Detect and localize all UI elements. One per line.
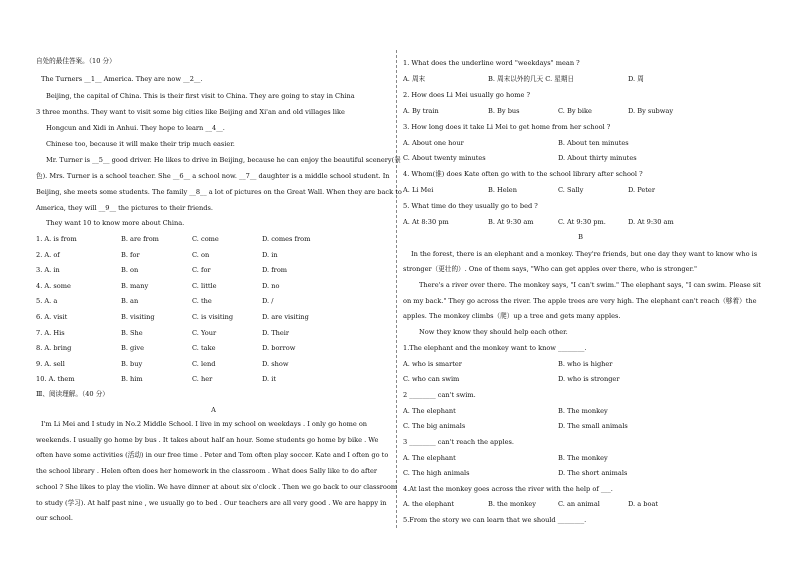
option[interactable]: B. At 9:30 am <box>488 218 534 226</box>
passage-line: to study (学习). At half past nine , we usually go to bed . Our teachers are all very good . We are happy in <box>36 499 387 507</box>
option[interactable]: B. By bus <box>488 107 520 115</box>
option[interactable]: D. in <box>262 251 278 259</box>
passage-line: Mr. Turner is __5__ good driver. He likes to drive in Beijing, because he can enjoy the beautiful scenery(景 <box>46 156 401 164</box>
option[interactable]: B. The monkey <box>558 454 608 462</box>
option[interactable]: C. is visiting <box>192 313 234 321</box>
option[interactable]: C. About twenty minutes <box>403 154 486 162</box>
section-header: 自处的最佳答案。（10 分） <box>36 57 116 65</box>
option[interactable]: D. no <box>262 282 280 290</box>
option[interactable]: 4. A. some <box>36 282 71 290</box>
option[interactable]: C. At 9:30 pm. <box>558 218 606 226</box>
option[interactable]: B. who is higher <box>558 360 613 368</box>
option[interactable]: C. take <box>192 344 216 352</box>
option[interactable]: 3. A. in <box>36 266 60 274</box>
passage-line: America, they will __9__ the pictures to their friends. <box>36 204 213 212</box>
option[interactable]: A. the elephant <box>403 500 455 508</box>
question: 4.At last the monkey goes across the river with the help of ___. <box>403 485 613 493</box>
option[interactable]: 7. A. His <box>36 329 65 337</box>
option[interactable]: B. Helen <box>488 186 517 194</box>
option[interactable]: D. from <box>262 266 288 274</box>
passage-line: often have some activities (活动) in our free time . Peter and Tom often play soccer. Kate and I often go to <box>36 451 389 459</box>
option[interactable]: B. the monkey <box>488 500 537 508</box>
option[interactable]: D. who is stronger <box>558 375 620 383</box>
passage-line: 色). Mrs. Turner is a school teacher. She __6__ a school now. __7__ daughter is a middle school student. In <box>36 172 390 180</box>
option[interactable]: D. 周 <box>628 75 644 83</box>
passage-line: The Turners __1__ America. They are now __2__. <box>41 75 203 83</box>
option[interactable]: 5. A. a <box>36 297 58 305</box>
option[interactable]: D. At 9:30 am <box>628 218 674 226</box>
option[interactable]: B. are from <box>121 235 159 243</box>
passage-heading: A <box>211 406 216 414</box>
passage-line: the school library . Helen often does her homework in the classroom . What does Sally like to do after <box>36 467 378 475</box>
section-header: Ⅲ、阅读理解。（40 分） <box>36 390 109 398</box>
passage-heading: B <box>578 233 583 241</box>
passage-line: They want 10 to know more about China. <box>46 219 185 227</box>
right-column <box>403 0 761 561</box>
option[interactable]: C. the <box>192 297 212 305</box>
passage-line: stronger（更壮的）. One of them says, "Who can get apples over there, who is stronger." <box>403 265 698 273</box>
passage-line: apples. The monkey climbs（爬）up a tree and gets many apples. <box>403 312 621 320</box>
passage-line: Beijing, the capital of China. This is their first visit to China. They are going to stay in China <box>46 92 355 100</box>
option[interactable]: C. who can swim <box>403 375 460 383</box>
column-divider <box>396 50 397 528</box>
option[interactable]: 6. A. visit <box>36 313 68 321</box>
option[interactable]: D. show <box>262 360 289 368</box>
option[interactable]: 10. A. them <box>36 375 75 383</box>
option[interactable]: C. little <box>192 282 217 290</box>
question: 2. How does Li Mei usually go home ? <box>403 91 530 99</box>
option[interactable]: B. She <box>121 329 143 337</box>
option[interactable]: D. a boat <box>628 500 659 508</box>
option[interactable]: D. borrow <box>262 344 296 352</box>
question: 1.The elephant and the monkey want to know ________. <box>403 344 587 352</box>
option[interactable]: 9. A. sell <box>36 360 65 368</box>
option[interactable]: D. / <box>262 297 274 305</box>
passage-line: There's a river over there. The monkey says, "I can't swim." The elephant says, "I can swim. Please sit <box>419 281 761 289</box>
passage-line: Hongcun and Xidi in Anhui. They hope to learn __4__. <box>46 124 225 132</box>
passage-line: Beijing, she meets some students. The family __8__ a lot of pictures on the Great Wall. When they are back to <box>36 188 402 196</box>
question: 5.From the story we can learn that we should ________. <box>403 516 587 524</box>
option[interactable]: C. Sally <box>558 186 584 194</box>
option[interactable]: 8. A. bring <box>36 344 72 352</box>
option[interactable]: C. The big animals <box>403 422 466 430</box>
option[interactable]: A. Li Mei <box>403 186 434 194</box>
option[interactable]: C. on <box>192 251 210 259</box>
passage-line: Chinese too, because it will make their trip much easier. <box>46 140 235 148</box>
option[interactable]: B. About ten minutes <box>558 139 629 147</box>
option[interactable]: B. him <box>121 375 143 383</box>
question: 3 ________ can't reach the apples. <box>403 438 514 446</box>
option[interactable]: A. The elephant <box>403 407 456 415</box>
option[interactable]: B. for <box>121 251 140 259</box>
option[interactable]: C. an animal <box>558 500 600 508</box>
left-column <box>36 0 402 561</box>
option[interactable]: B. visiting <box>121 313 155 321</box>
option[interactable]: D. are visiting <box>262 313 309 321</box>
option[interactable]: C. come <box>192 235 219 243</box>
question: 3. How long does it take Li Mei to get home from her school ? <box>403 123 611 131</box>
option[interactable]: B. 周末以外的几天 C. 星期日 <box>488 75 575 83</box>
question: 4. Whom(谁) does Kate often go with to the school library after school ? <box>403 170 643 178</box>
passage-line: weekends. I usually go home by bus . It takes about half an hour. Some students go home by bike . We <box>36 436 379 444</box>
passage-line: our school. <box>36 514 73 522</box>
option[interactable]: D. By subway <box>628 107 674 115</box>
option[interactable]: D. About thirty minutes <box>558 154 637 162</box>
question: 2 ________ can't swim. <box>403 391 476 399</box>
option[interactable]: D. Their <box>262 329 290 337</box>
option[interactable]: D. The short animals <box>558 469 628 477</box>
option[interactable]: A. The elephant <box>403 454 456 462</box>
option[interactable]: A. 周末 <box>403 75 426 83</box>
option[interactable]: D. The small animals <box>558 422 628 430</box>
option[interactable]: 1. A. is from <box>36 235 77 243</box>
passage-line: I'm Li Mei and I study in No.2 Middle School. I live in my school on weekdays . I only go home on <box>41 420 368 428</box>
option[interactable]: C. By bike <box>558 107 592 115</box>
option[interactable]: D. it <box>262 375 277 383</box>
passage-line: on my back." They go across the river. The apple trees are very high. The elephant can't reach（够着）the <box>403 297 757 305</box>
option[interactable]: C. Your <box>192 329 217 337</box>
question: 5. What time do they usually go to bed ? <box>403 202 538 210</box>
passage-line: In the forest, there is an elephant and a monkey. They're friends, but one day they want to know who is <box>411 250 758 258</box>
option[interactable]: C. her <box>192 375 213 383</box>
option[interactable]: B. The monkey <box>558 407 608 415</box>
option[interactable]: B. buy <box>121 360 143 368</box>
option[interactable]: D. comes from <box>262 235 311 243</box>
question: 1. What does the underline word "weekdays" mean ? <box>403 59 580 67</box>
option[interactable]: D. Peter <box>628 186 655 194</box>
option[interactable]: C. lend <box>192 360 216 368</box>
option[interactable]: 2. A. of <box>36 251 60 259</box>
option[interactable]: B. an <box>121 297 139 305</box>
option[interactable]: C. for <box>192 266 211 274</box>
passage-line: school ? She likes to play the violin. We have dinner at about six o'clock . Then we go back to our classroom <box>36 483 398 491</box>
option[interactable]: A. At 8:30 pm <box>403 218 449 226</box>
passage-line: Now they know they should help each other. <box>419 328 568 336</box>
passage-line: 3 three months. They want to visit some big cities like Beijing and Xi'an and old villages like <box>36 108 345 116</box>
option[interactable]: B. on <box>121 266 139 274</box>
option[interactable]: C. The high animals <box>403 469 470 477</box>
option[interactable]: A. By train <box>403 107 439 115</box>
option[interactable]: A. About one hour <box>403 139 464 147</box>
option[interactable]: B. many <box>121 282 149 290</box>
option[interactable]: A. who is smarter <box>403 360 462 368</box>
option[interactable]: B. give <box>121 344 144 352</box>
